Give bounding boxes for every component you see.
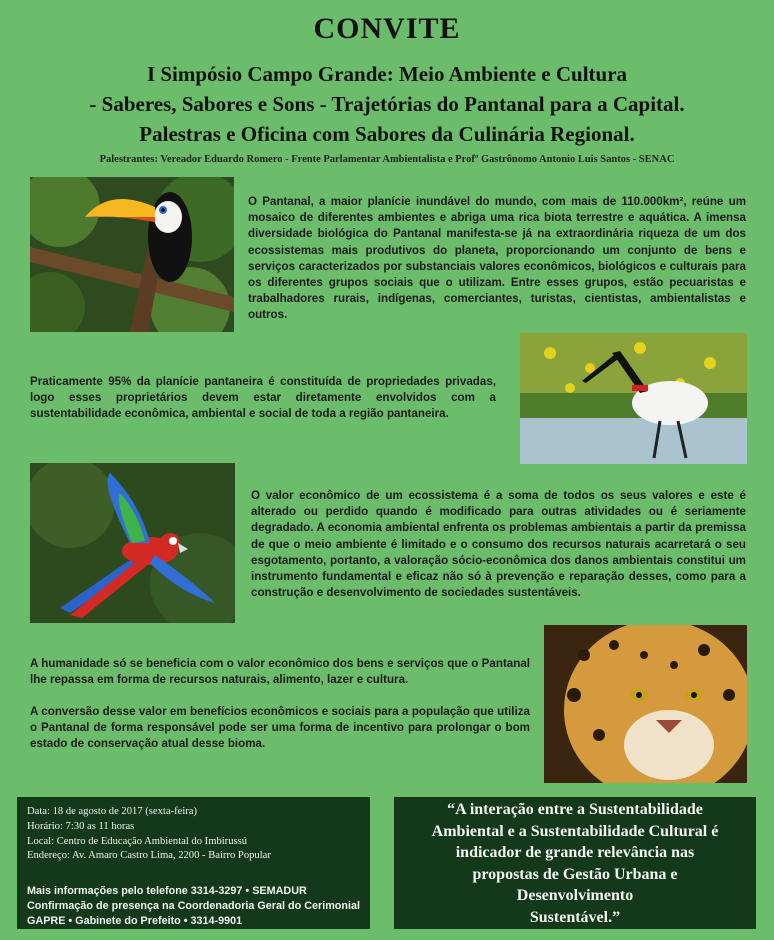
invitation-title: CONVITE [313,12,461,45]
jaguar-photo [544,625,747,783]
pantanal-intro-paragraph: O Pantanal, a maior planície inundável do mundo, com mais de 110.000km², reúne um mosaico de diferentes ambientes e abriga uma rica biota terrestre e aquática. A imensa diversidade biológica do Pantanal manifesta-se já na extraordinária riqueza de um dos ecossistemas mais produtivos do planeta, proporcionando um conjunto de bens e serviços caracterizados por substanciais valores econômicos, biológicos e culturais para os diferentes grupos sociais que o utilizam. Entre esses grupos, estão pecuaristas e trabalhadores rurais, indígenas, comerciantes, turistas, cientistas, ambientalistas e outros. [248,195,746,322]
economic-value-paragraph: O valor econômico de um ecossistema é a soma de todos os seus valores e este é alterado ou perdido quando é modificado para outras atividades ou é seriamente degradado. A economia ambiental enfrenta os problemas ambientais a partir da premissa de que o meio ambiente é limitado e o consumo dos recursos naturais acarretará o seu esgotamento, portanto, a valoração sócio-econômica dos danos ambientais constitui um instrumento fundamental e eficaz não só à prevenção e reparação desses, como para a construção e desenvolvimento de sociedades sustentáveis. [251,489,746,600]
quote-line-6: Sustentável.” [529,908,621,926]
event-info-box [17,797,370,929]
private-properties-paragraph: Praticamente 95% da planície pantaneira é constituída de propriedades privadas, logo esses proprietários devem estar diretamente envolvidos com a sustentabilidade econômica, ambiental e social de toda a região pantaneira. [30,375,496,421]
humanity-benefit-paragraph: A humanidade só se beneficia com o valor econômico dos bens e serviços que o Pantanal lhe repassa em forma de recursos naturais, alimento, lazer e cultura. [30,657,530,687]
symposium-workshop: Palestras e Oficina com Sabores da Culinária Regional. [139,122,635,146]
quote-box [394,797,756,929]
conversion-paragraph: A conversão desse valor em benefícios econômicos e sociais para a população que utiliza o Pantanal de forma responsável pode ser uma forma de incentivo para prolongar o bom estado de conservação atual desse bioma. [30,705,530,751]
contact-gapre: GAPRE • Gabinete do Prefeito • 3314-9901 [27,914,243,927]
macaw-photo [30,463,235,623]
speakers-line: Palestrantes: Vereador Eduardo Romero - Frente Parlamentar Ambientalista e Profº Gastrônomo Antonio Luis Santos - SENAC [99,154,675,165]
quote-line-1: “A interação entre a Sustentabilidade [447,801,703,818]
jabiru-photo [520,333,747,464]
event-address: Endereço: Av. Amaro Castro Lima, 2200 - Bairro Popular [27,850,271,862]
quote-line-5: Desenvolvimento [516,887,634,904]
contact-rsvp: Confirmação de presença na Coordenadoria Geral do Cerimonial [27,899,360,912]
event-time: Horário: 7:30 as 11 horas [27,820,135,832]
quote-line-3: indicador de grande relevância nas [455,844,695,861]
quote-line-4: propostas de Gestão Urbana e [472,865,678,883]
contact-phone: Mais informações pelo telefone 3314-3297 • SEMADUR [27,885,307,897]
symposium-subtitle: - Saberes, Sabores e Sons - Trajetórias do Pantanal para a Capital. [89,92,685,116]
symposium-title: I Simpósio Campo Grande: Meio Ambiente e Cultura [146,62,628,86]
quote-line-2: Ambiental e a Sustentabilidade Cultural é [431,822,719,840]
event-date: Data: 18 de agosto de 2017 (sexta-feira) [27,806,198,817]
toucan-photo [30,177,234,332]
event-place: Local: Centro de Educação Ambiental do Imbirussú [27,835,248,847]
